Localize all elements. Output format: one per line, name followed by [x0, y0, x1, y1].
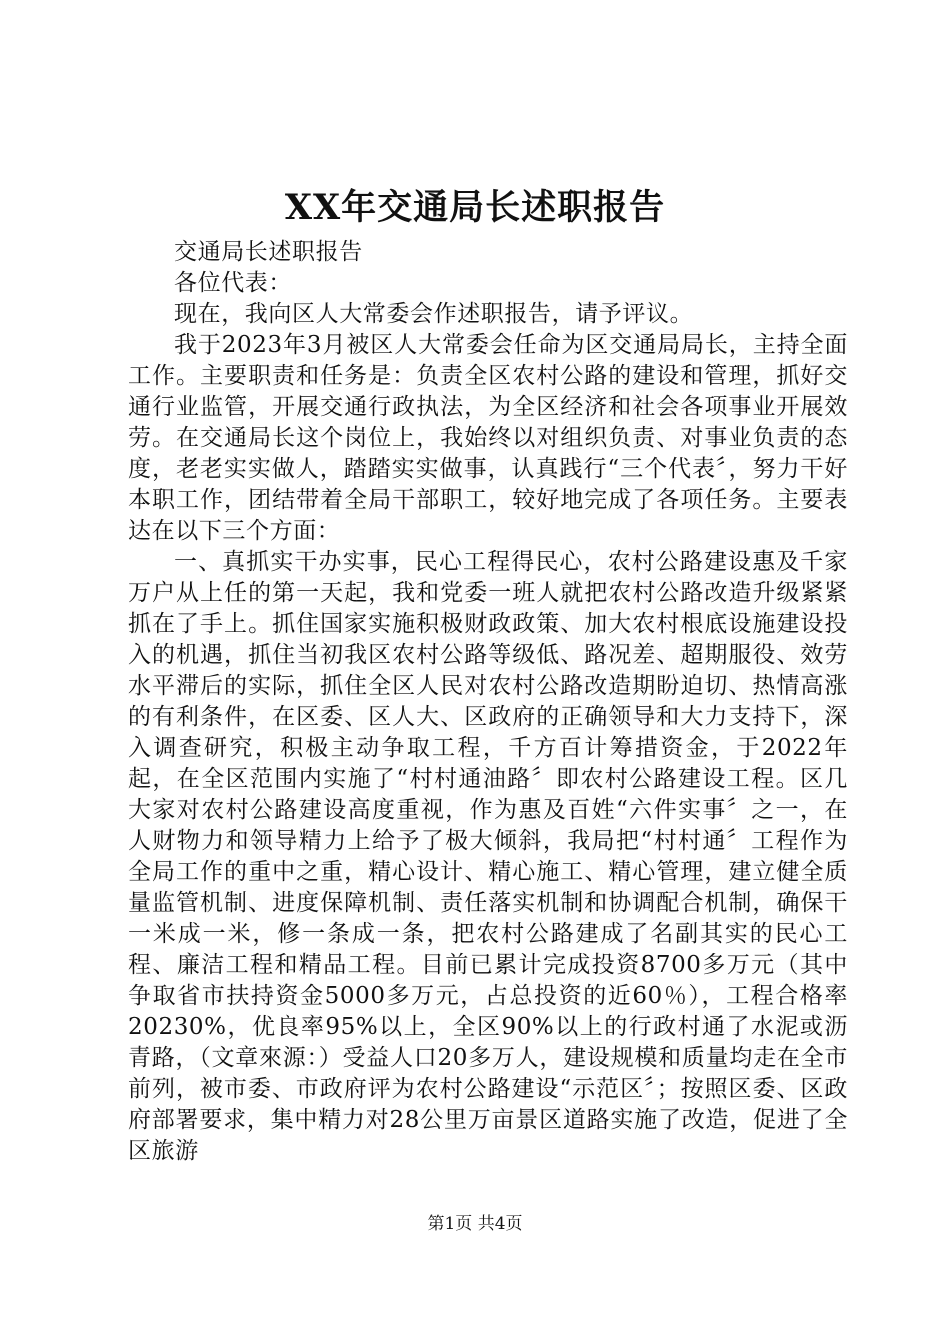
- paragraph-heading: 交通局长述职报告: [174, 239, 363, 265]
- paragraph-duties: 我于2023年3月被区人大常委会任命为区交通局局长，主持全面工作。主要职责和任务是：负责全区农村公路的建设和管理，抓好交通行业监管，开展交通行政执法，为全区经济和社会各项事业开展效劳。在交通局长这个岗位上，我始终以对组织负责、对事业负责的态度，老老实实做人，踏踏实实做事，认真践行“三个代表〞，努力干好本职工作，团结带着全局干部职工，较好地完成了各项任务。主要表达在以下三个方面：: [128, 332, 848, 544]
- paragraph-section-one: 一、真抓实干办实事，民心工程得民心，农村公路建设惠及千家万户从上任的第一天起，我和党委一班人就把农村公路改造升级紧紧抓在了手上。抓住国家实施积极财政政策、加大农村根底设施建设投入的机遇，抓住当初我区农村公路等级低、路况差、超期服役、效劳水平滞后的实际，抓住全区人民对农村公路改造期盼迫切、热情高涨的有利条件，在区委、区人大、区政府的正确领导和大力支持下，深入调查研究，积极主动争取工程，千方百计筹措资金，于2022年起，在全区范围内实施了“村村通油路〞即农村公路建设工程。区几大家对农村公路建设高度重视，作为惠及百姓“六件实事〞之一，在人财物力和领导精力上给予了极大倾斜，我局把“村村通〞工程作为全局工作的重中之重，精心设计、精心施工、精心管理，建立健全质量监管机制、进度保障机制、责任落实机制和协调配合机制，确保干一米成一米，修一条成一条，把农村公路建成了名副其实的民心工程、廉洁工程和精品工程。目前已累计完成投资8700多万元（其中争取省市扶持资金5000多万元，占总投资的近60％），工程合格率20230%，优良率95%以上，全区90%以上的行政村通了水泥或沥青路，（文章來源：）受益人口20多万人，建设规模和质量均走在全市前列，被市委、市政府评为农村公路建设“示范区〞；按照区委、区政府部署要求，集中精力对28公里万亩景区道路实施了改造，促进了全区旅游: [128, 549, 848, 1164]
- document-body: [128, 237, 848, 1167]
- paragraph-salutation: 各位代表：: [174, 270, 292, 296]
- paragraph-intro: 现在，我向区人大常委会作述职报告，请予评议。: [174, 301, 694, 327]
- document-title: XX年交通局长述职报告: [284, 187, 666, 228]
- page-number: 第1页 共4页: [427, 1214, 523, 1234]
